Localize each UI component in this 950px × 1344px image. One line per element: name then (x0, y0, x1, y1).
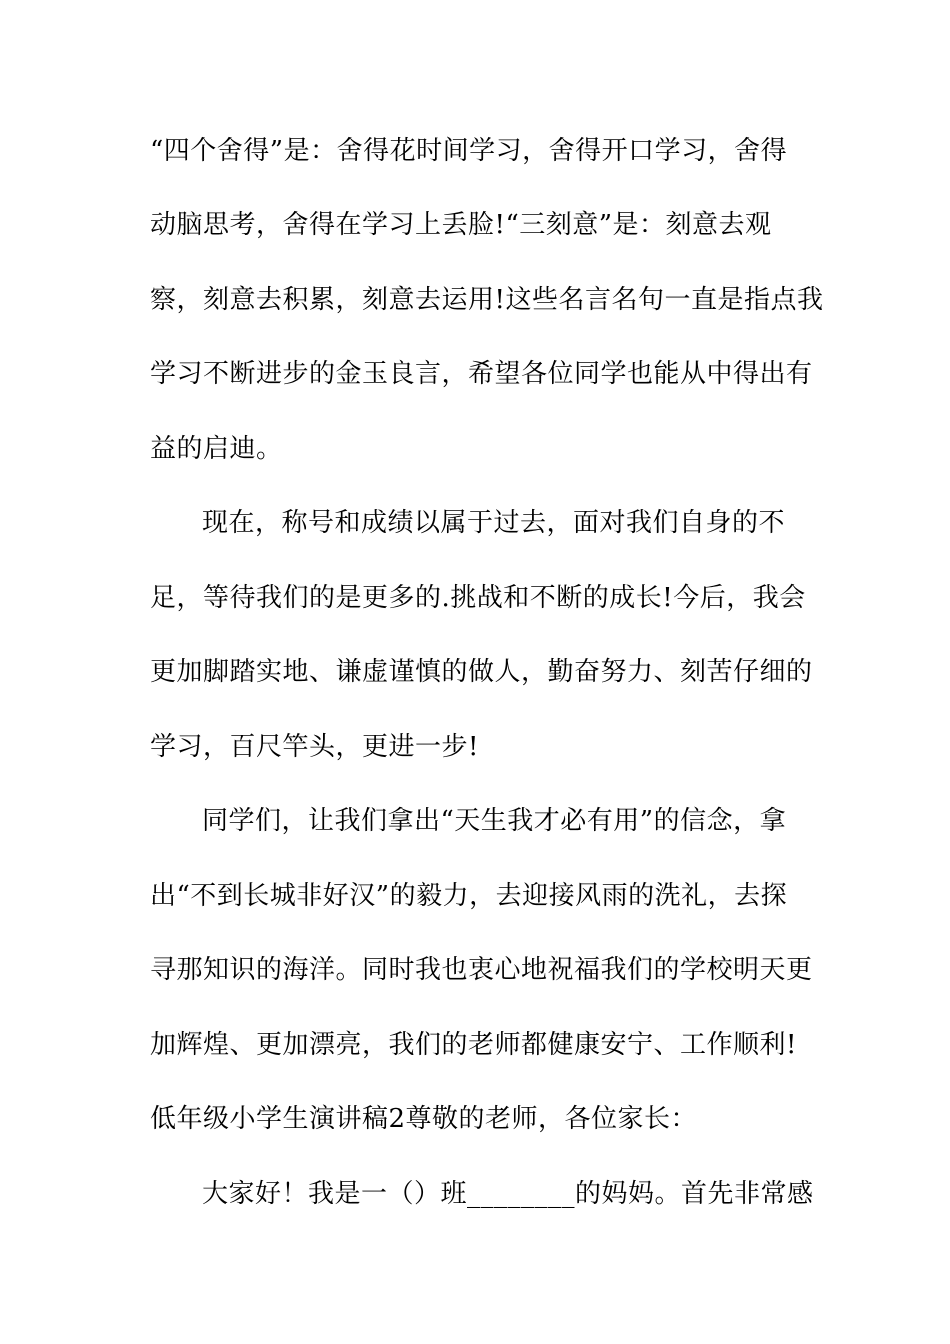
paragraph-start-line: 大家好！我是一（）班________的妈妈。首先非常感 (202, 1179, 814, 1209)
text-line: 益的启迪。 (150, 434, 283, 464)
text-line: 寻那知识的海洋。同时我也衷心地祝福我们的学校明天更 (150, 955, 813, 985)
text-line: 学习，百尺竿头，更进一步! (150, 732, 479, 762)
paragraph-start-line: 现在，称号和成绩以属于过去，面对我们自身的不 (202, 508, 786, 538)
text-line: 学习不断进步的金玉良言，希望各位同学也能从中得出有 (150, 359, 813, 389)
text-line: 察，刻意去积累，刻意去运用!这些名言名句一直是指点我 (150, 285, 824, 315)
text-line: 动脑思考，舍得在学习上丢脸!“三刻意”是：刻意去观 (150, 210, 772, 240)
text-line: 低年级小学生演讲稿2尊敬的老师，各位家长： (150, 1104, 698, 1134)
text-line: 更加脚踏实地、谦虚谨慎的做人，勤奋努力、刻苦仔细的 (150, 657, 813, 687)
text-line: 加辉煌、更加漂亮，我们的老师都健康安宁、工作顺利! (150, 1030, 797, 1060)
text-line: “四个舍得”是：舍得花时间学习，舍得开口学习，舍得 (150, 136, 788, 166)
text-line: 足，等待我们的是更多的.挑战和不断的成长!今后，我会 (150, 583, 806, 613)
paragraph-start-line: 同学们，让我们拿出“天生我才必有用”的信念，拿 (202, 806, 787, 836)
text-line: 出“不到长城非好汉”的毅力，去迎接风雨的洗礼，去探 (150, 881, 788, 911)
